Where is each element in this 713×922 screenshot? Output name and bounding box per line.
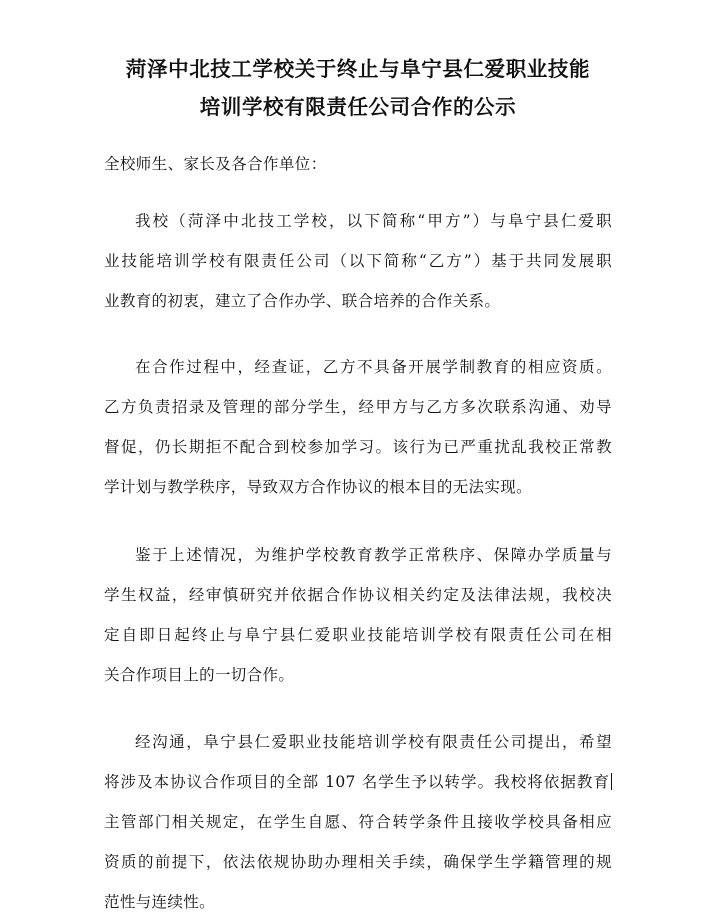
paragraph-line: 学计划与教学秩序，导致双方合作协议的根本目的无法实现。 xyxy=(104,478,532,496)
paragraph-line: 乙方负责招录及管理的部分学生，经甲方与乙方多次联系沟通、劝导 xyxy=(104,398,612,416)
paragraph-line: 定自即日起终止与阜宁县仁爱职业技能培训学校有限责任公司在相 xyxy=(104,626,612,644)
paragraph-line: 督促，仍长期拒不配合到校参加学习。该行为已严重扰乱我校正常教 xyxy=(104,438,612,456)
paragraph-student-transfer xyxy=(104,722,612,922)
paragraph-line: 业技能培训学校有限责任公司（以下简称“乙方”）基于共同发展职 xyxy=(104,252,612,270)
paragraph-line: 关合作项目上的一切合作。 xyxy=(104,666,295,684)
document-title xyxy=(104,50,612,126)
title-line: 培训学校有限责任公司合作的公示 xyxy=(199,95,517,119)
paragraph-findings xyxy=(104,347,612,507)
paragraph-line: 在合作过程中，经查证，乙方不具备开展学制教育的相应资质。 xyxy=(135,358,612,376)
text-cursor xyxy=(611,773,612,790)
paragraph-line: 范性与连续性。 xyxy=(104,893,215,911)
paragraph-line-with-cursor[interactable] xyxy=(104,762,612,802)
paragraph-decision xyxy=(104,535,612,695)
paragraph-line: 学生权益，经审慎研究并依据合作协议相关约定及法律法规，我校决 xyxy=(104,586,612,604)
paragraph-line: 经沟通，阜宁县仁爱职业技能培训学校有限责任公司提出，希望 xyxy=(135,733,612,751)
paragraph-line: 资质的前提下，依法依规协助办理相关手续，确保学生学籍管理的规 xyxy=(104,853,612,871)
paragraph-cooperation-background xyxy=(104,201,612,321)
paragraph-line: 主管部门相关规定，在学生自愿、符合转学条件且接收学校具备相应 xyxy=(104,813,612,831)
salutation: 全校师生、家长及各合作单位： xyxy=(104,155,327,173)
notice-document xyxy=(104,50,612,922)
paragraph-line: 将涉及本协议合作项目的全部 107 名学生予以转学。我校将依据教育 xyxy=(104,773,610,791)
paragraph-line: 我校（菏泽中北技工学校，以下简称“甲方”）与阜宁县仁爱职 xyxy=(135,212,612,230)
paragraph-line: 鉴于上述情况，为维护学校教育教学正常秩序、保障办学质量与 xyxy=(135,546,612,564)
title-line: 菏泽中北技工学校关于终止与阜宁县仁爱职业技能 xyxy=(125,57,591,81)
paragraph-line: 业教育的初衷，建立了合作办学、联合培养的合作关系。 xyxy=(104,292,501,310)
